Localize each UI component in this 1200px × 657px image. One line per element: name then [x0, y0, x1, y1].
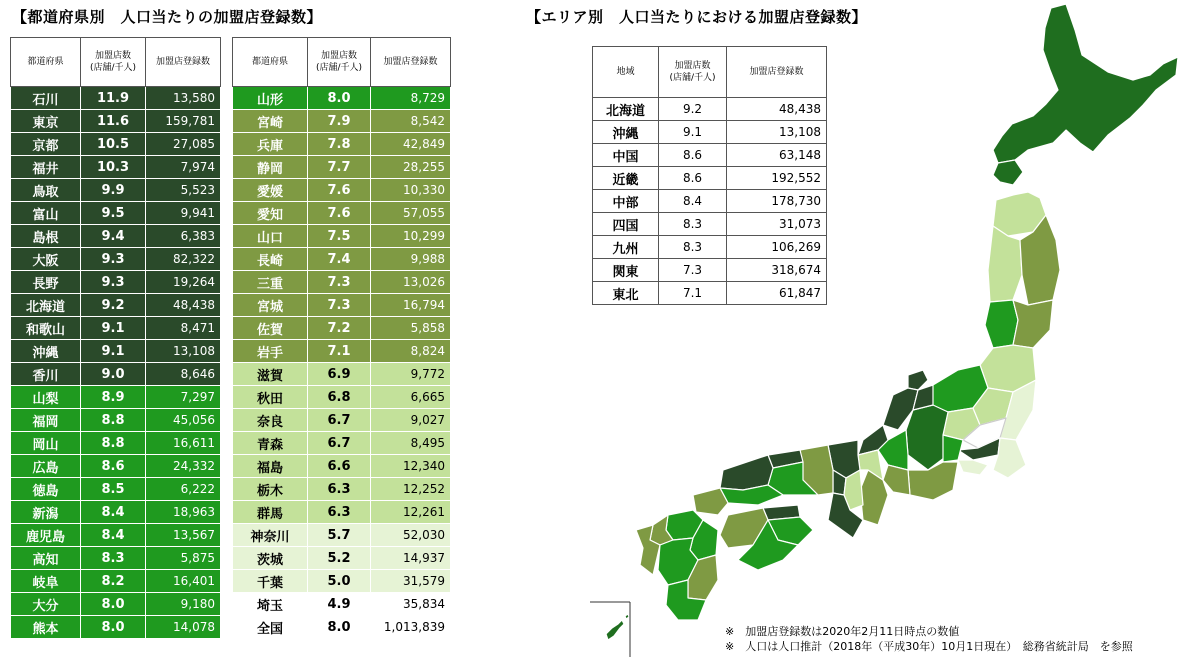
pref-row: [233, 409, 451, 432]
pref-row: [233, 87, 451, 110]
pref-name: 富山: [11, 202, 81, 225]
map-region-nagano: [906, 405, 948, 470]
pref-row: [11, 225, 221, 248]
pref-name: 秋田: [233, 386, 308, 409]
map-region-kanagawa: [958, 460, 988, 475]
area-density: 7.3: [659, 259, 727, 282]
pref-row: [233, 593, 451, 616]
pref-name: 栃木: [233, 478, 308, 501]
pref-density: 6.7: [308, 409, 371, 432]
pref-row: [11, 340, 221, 363]
pref-density: 7.3: [308, 294, 371, 317]
pref-count: 12,252: [371, 478, 451, 501]
pref-density: 9.5: [81, 202, 146, 225]
pref-name: 埼玉: [233, 593, 308, 616]
pref-density: 10.3: [81, 156, 146, 179]
pref-density: 10.5: [81, 133, 146, 156]
pref-density: 9.9: [81, 179, 146, 202]
pref-count: 9,941: [146, 202, 221, 225]
pref-density: 8.5: [81, 478, 146, 501]
area-name: 沖縄: [593, 121, 659, 144]
pref-name: 福岡: [11, 409, 81, 432]
pref-row: [11, 156, 221, 179]
pref-count: 9,772: [371, 363, 451, 386]
map-region-yamanashi: [943, 435, 963, 462]
pref-name: 島根: [11, 225, 81, 248]
pref-count: 8,495: [371, 432, 451, 455]
pref-row: [233, 524, 451, 547]
area-count: 192,552: [727, 167, 827, 190]
density-header-line2: (店舗/千人): [89, 63, 137, 73]
pref-row: [11, 432, 221, 455]
pref-row: [233, 478, 451, 501]
pref-count: 10,299: [371, 225, 451, 248]
pref-name: 山梨: [11, 386, 81, 409]
pref-table-left: [10, 37, 221, 639]
pref-count: 10,330: [371, 179, 451, 202]
pref-density: 7.6: [308, 179, 371, 202]
pref-name: 山形: [233, 87, 308, 110]
pref-row: [233, 179, 451, 202]
pref-count: 6,665: [371, 386, 451, 409]
pref-density: 11.6: [81, 110, 146, 133]
area-name: 九州: [593, 236, 659, 259]
pref-density: 7.2: [308, 317, 371, 340]
pref-density: 8.8: [81, 432, 146, 455]
pref-row: [11, 179, 221, 202]
pref-name: 徳島: [11, 478, 81, 501]
pref-count: 16,611: [146, 432, 221, 455]
pref-count: 13,567: [146, 524, 221, 547]
pref-count: 14,937: [371, 547, 451, 570]
area-count: 13,108: [727, 121, 827, 144]
density-header-line2: (店舗/千人): [315, 63, 363, 73]
pref-header: 都道府県: [11, 38, 81, 87]
pref-row: [11, 616, 221, 639]
pref-count: 12,261: [371, 501, 451, 524]
pref-row: [233, 386, 451, 409]
pref-density: 6.7: [308, 432, 371, 455]
pref-row: [233, 133, 451, 156]
pref-name: 福島: [233, 455, 308, 478]
density-header-line1: 加盟店数: [320, 50, 357, 61]
pref-density: 7.8: [308, 133, 371, 156]
pref-row: [11, 87, 221, 110]
pref-count: 12,340: [371, 455, 451, 478]
pref-name: 宮城: [233, 294, 308, 317]
pref-row: [11, 386, 221, 409]
pref-row: [233, 340, 451, 363]
pref-row: [233, 363, 451, 386]
pref-count: 82,322: [146, 248, 221, 271]
pref-density: 8.9: [81, 386, 146, 409]
pref-count: 14,078: [146, 616, 221, 639]
pref-name: 鳥取: [11, 179, 81, 202]
pref-name: 青森: [233, 432, 308, 455]
pref-density: 9.1: [81, 340, 146, 363]
area-name: 北海道: [593, 98, 659, 121]
pref-row: [11, 409, 221, 432]
pref-row: [233, 455, 451, 478]
pref-count: 6,383: [146, 225, 221, 248]
density-header-line1: 加盟店数: [94, 50, 131, 61]
pref-row: [233, 271, 451, 294]
pref-name: 千葉: [233, 570, 308, 593]
pref-name: 熊本: [11, 616, 81, 639]
pref-name: 宮崎: [233, 110, 308, 133]
pref-name: 石川: [11, 87, 81, 110]
pref-density: 9.1: [81, 317, 146, 340]
area-count-header: 加盟店登録数: [727, 47, 827, 98]
pref-count: 9,988: [371, 248, 451, 271]
area-density: 8.6: [659, 167, 727, 190]
area-density: 8.3: [659, 236, 727, 259]
pref-count: 9,027: [371, 409, 451, 432]
pref-name: 沖縄: [11, 340, 81, 363]
pref-name: 京都: [11, 133, 81, 156]
pref-name: 山口: [233, 225, 308, 248]
pref-row: [233, 317, 451, 340]
pref-name: 愛媛: [233, 179, 308, 202]
pref-density: 7.9: [308, 110, 371, 133]
pref-density: 8.8: [81, 409, 146, 432]
pref-name: 岡山: [11, 432, 81, 455]
pref-count: 8,471: [146, 317, 221, 340]
pref-count: 7,297: [146, 386, 221, 409]
area-name: 近畿: [593, 167, 659, 190]
pref-count: 6,222: [146, 478, 221, 501]
pref-count: 52,030: [371, 524, 451, 547]
pref-density: 6.3: [308, 501, 371, 524]
pref-name: 大阪: [11, 248, 81, 271]
pref-count: 42,849: [371, 133, 451, 156]
pref-density: 6.6: [308, 455, 371, 478]
area-name: 中国: [593, 144, 659, 167]
pref-density: 11.9: [81, 87, 146, 110]
pref-name: 愛知: [233, 202, 308, 225]
pref-density: 9.3: [81, 248, 146, 271]
pref-density: 8.4: [81, 524, 146, 547]
area-name: 関東: [593, 259, 659, 282]
pref-row: [11, 248, 221, 271]
pref-count: 45,056: [146, 409, 221, 432]
pref-density: 8.0: [81, 616, 146, 639]
pref-density: 7.4: [308, 248, 371, 271]
pref-count: 13,580: [146, 87, 221, 110]
area-density: 7.1: [659, 282, 727, 305]
pref-name: 神奈川: [233, 524, 308, 547]
area-density: 8.4: [659, 190, 727, 213]
pref-count: 13,108: [146, 340, 221, 363]
area-count: 61,847: [727, 282, 827, 305]
pref-name: 和歌山: [11, 317, 81, 340]
pref-row: [233, 156, 451, 179]
pref-density: 8.0: [81, 593, 146, 616]
pref-density: 9.4: [81, 225, 146, 248]
pref-row: [233, 432, 451, 455]
pref-density: 6.3: [308, 478, 371, 501]
pref-density: 8.3: [81, 547, 146, 570]
pref-name: 東京: [11, 110, 81, 133]
pref-count: 57,055: [371, 202, 451, 225]
area-density: 9.1: [659, 121, 727, 144]
map-region-okinawa-islet: [625, 614, 629, 619]
pref-name: 長崎: [233, 248, 308, 271]
area-name: 中部: [593, 190, 659, 213]
pref-row: [11, 294, 221, 317]
pref-count: 35,834: [371, 593, 451, 616]
map-region-shizuoka: [908, 462, 958, 500]
density-header: [308, 38, 371, 87]
pref-row: [233, 570, 451, 593]
pref-density: 8.0: [308, 87, 371, 110]
pref-name: 高知: [11, 547, 81, 570]
pref-name: 三重: [233, 271, 308, 294]
pref-count: 8,824: [371, 340, 451, 363]
pref-table-title: 【都道府県別 人口当たりの加盟店登録数】: [12, 8, 323, 26]
footnote-population-source: ※ 人口は人口推計（2018年（平成30年）10月1日現在） 総務省統計局 を参照: [725, 640, 1133, 653]
pref-count: 27,085: [146, 133, 221, 156]
pref-density: 9.0: [81, 363, 146, 386]
map-region-hokkaido: [993, 4, 1178, 163]
pref-row: [233, 225, 451, 248]
area-count: 31,073: [727, 213, 827, 236]
pref-name: 長野: [11, 271, 81, 294]
pref-name: 鹿児島: [11, 524, 81, 547]
pref-table-header-row: [11, 38, 221, 87]
area-header: 地域: [593, 47, 659, 98]
pref-count: 7,974: [146, 156, 221, 179]
pref-row: [233, 294, 451, 317]
pref-density: 7.5: [308, 225, 371, 248]
pref-row: [11, 363, 221, 386]
pref-name: 全国: [233, 616, 308, 639]
pref-name: 茨城: [233, 547, 308, 570]
pref-name: 香川: [11, 363, 81, 386]
pref-count: 5,875: [146, 547, 221, 570]
pref-density: 7.7: [308, 156, 371, 179]
area-density-header-line2: (店舗/千人): [669, 73, 716, 83]
pref-density: 6.9: [308, 363, 371, 386]
map-region-akita: [988, 226, 1022, 302]
density-header: [81, 38, 146, 87]
pref-count: 159,781: [146, 110, 221, 133]
pref-density: 8.0: [308, 616, 371, 639]
pref-count: 5,523: [146, 179, 221, 202]
pref-density: 9.3: [81, 271, 146, 294]
pref-count: 8,729: [371, 87, 451, 110]
pref-row: [233, 616, 451, 639]
pref-density: 8.2: [81, 570, 146, 593]
area-density: 8.3: [659, 213, 727, 236]
pref-row: [11, 202, 221, 225]
pref-row: [11, 593, 221, 616]
map-region-yamagata: [985, 300, 1018, 348]
pref-name: 群馬: [233, 501, 308, 524]
pref-row: [11, 478, 221, 501]
area-count: 178,730: [727, 190, 827, 213]
pref-name: 佐賀: [233, 317, 308, 340]
pref-density: 8.4: [81, 501, 146, 524]
pref-row: [11, 570, 221, 593]
area-count: 318,674: [727, 259, 827, 282]
pref-density: 7.3: [308, 271, 371, 294]
pref-count: 13,026: [371, 271, 451, 294]
map-region-hokkaido-south: [993, 160, 1023, 185]
pref-density: 5.0: [308, 570, 371, 593]
pref-count: 5,858: [371, 317, 451, 340]
pref-name: 奈良: [233, 409, 308, 432]
footnote-date: ※ 加盟店登録数は2020年2月11日時点の数値: [725, 625, 960, 638]
pref-density: 9.2: [81, 294, 146, 317]
pref-density: 8.6: [81, 455, 146, 478]
japan-choropleth-map: [588, 0, 1200, 657]
pref-name: 岩手: [233, 340, 308, 363]
pref-table-header-row: [233, 38, 451, 87]
pref-count: 48,438: [146, 294, 221, 317]
pref-name: 広島: [11, 455, 81, 478]
pref-name: 新潟: [11, 501, 81, 524]
area-count: 48,438: [727, 98, 827, 121]
pref-density: 7.6: [308, 202, 371, 225]
pref-row: [233, 248, 451, 271]
pref-count: 16,794: [371, 294, 451, 317]
pref-density: 7.1: [308, 340, 371, 363]
pref-name: 大分: [11, 593, 81, 616]
pref-row: [11, 524, 221, 547]
map-region-okinawa: [606, 620, 624, 640]
pref-row: [11, 317, 221, 340]
pref-row: [233, 110, 451, 133]
pref-row: [233, 547, 451, 570]
pref-count: 19,264: [146, 271, 221, 294]
pref-row: [11, 455, 221, 478]
pref-row: [11, 501, 221, 524]
map-region-yamaguchi: [693, 488, 728, 515]
pref-count: 1,013,839: [371, 616, 451, 639]
pref-name: 静岡: [233, 156, 308, 179]
pref-count: 8,542: [371, 110, 451, 133]
pref-row: [11, 547, 221, 570]
pref-name: 兵庫: [233, 133, 308, 156]
pref-row: [11, 271, 221, 294]
pref-density: 6.8: [308, 386, 371, 409]
pref-row: [11, 133, 221, 156]
map-region-miyagi: [1013, 300, 1053, 348]
area-name: 東北: [593, 282, 659, 305]
pref-table-right: [232, 37, 451, 639]
area-count: 63,148: [727, 144, 827, 167]
pref-density: 4.9: [308, 593, 371, 616]
area-count: 106,269: [727, 236, 827, 259]
area-name: 四国: [593, 213, 659, 236]
area-density: 8.6: [659, 144, 727, 167]
area-density: 9.2: [659, 98, 727, 121]
pref-row: [11, 110, 221, 133]
pref-density: 5.2: [308, 547, 371, 570]
pref-count: 8,646: [146, 363, 221, 386]
count-header: 加盟店登録数: [146, 38, 221, 87]
count-header: 加盟店登録数: [371, 38, 451, 87]
pref-header: 都道府県: [233, 38, 308, 87]
pref-count: 31,579: [371, 570, 451, 593]
pref-count: 24,332: [146, 455, 221, 478]
pref-name: 北海道: [11, 294, 81, 317]
pref-count: 16,401: [146, 570, 221, 593]
map-region-noto: [908, 370, 928, 390]
pref-name: 福井: [11, 156, 81, 179]
pref-row: [233, 202, 451, 225]
pref-name: 滋賀: [233, 363, 308, 386]
pref-count: 9,180: [146, 593, 221, 616]
pref-row: [233, 501, 451, 524]
pref-count: 18,963: [146, 501, 221, 524]
pref-name: 岐阜: [11, 570, 81, 593]
pref-density: 5.7: [308, 524, 371, 547]
pref-count: 28,255: [371, 156, 451, 179]
area-table-title: 【エリア別 人口当たりにおける加盟店登録数】: [526, 8, 868, 26]
map-region-shimane: [720, 455, 773, 490]
area-density-header-line1: 加盟店数: [674, 60, 711, 71]
